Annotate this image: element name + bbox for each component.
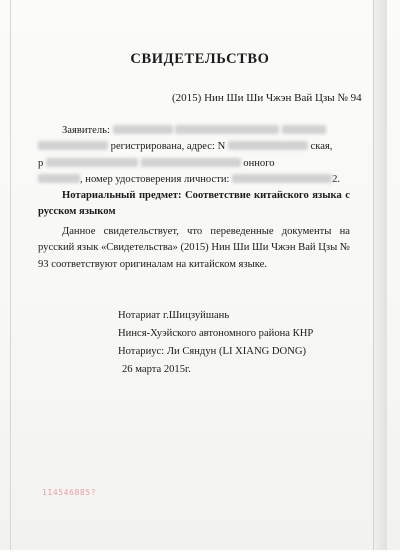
- applicant-id-label: , номер удостоверения личности:: [80, 173, 230, 185]
- page-fold-right: [373, 0, 387, 550]
- redacted-text: [38, 174, 80, 183]
- redacted-text: [228, 141, 308, 150]
- redacted-text: [38, 141, 108, 150]
- applicant-label: Заявитель:: [62, 125, 110, 136]
- applicant-paragraph: [38, 123, 350, 188]
- applicant-address-fragment: ская,: [310, 141, 333, 153]
- notarial-subject: Нотариальный предмет: Соответствие китайского языка с русском языком: [38, 190, 350, 218]
- notary-region: Нинся-Хуэйского автономного района КНР: [118, 328, 314, 339]
- redacted-text: [282, 125, 326, 134]
- redacted-text: [232, 174, 332, 183]
- document-title: СВИДЕТЕЛЬСТВО: [130, 51, 270, 67]
- notary-date: 26 марта 2015г.: [122, 364, 191, 375]
- applicant-address-label: регистрирована, адрес: N: [110, 141, 226, 153]
- document-number: (2015) Нин Ши Ши Чжэн Вай Цзы № 94: [172, 92, 362, 104]
- page-fold-left: [10, 0, 11, 550]
- certification-text: Данное свидетельствует, что переведенные документы на русский язык «Свидетельства» (2015) Нин Ши Ши Чжэн Вай Цзы № 93 соответствуют оригиналам на китайском языке.: [38, 226, 350, 270]
- redacted-text: [175, 125, 279, 134]
- notary-office: Нотариат г.Шицзуйшань: [118, 310, 230, 321]
- redacted-text: [141, 158, 241, 167]
- redacted-text: [113, 125, 173, 134]
- redacted-text: [46, 158, 138, 167]
- serial-number: 114546885?: [42, 488, 97, 497]
- applicant-id-fragment: 2.: [332, 173, 341, 185]
- applicant-address-fragment: р: [38, 157, 44, 169]
- notary-name: Нотариус: Ли Сяндун (LI XIANG DONG): [118, 346, 307, 357]
- applicant-address-fragment: онного: [243, 157, 275, 169]
